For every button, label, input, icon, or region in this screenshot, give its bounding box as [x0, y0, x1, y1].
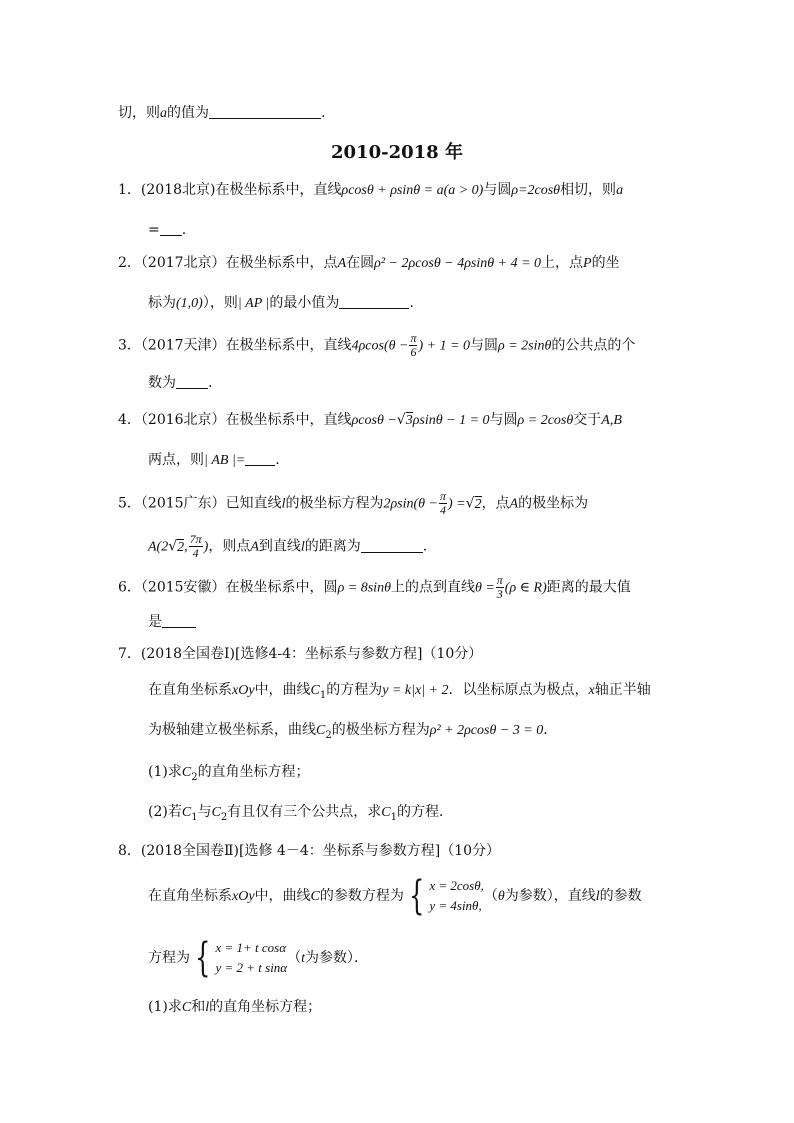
q8-s1c: 的直角坐标方程； — [209, 999, 322, 1015]
q5-var-a: A — [509, 496, 519, 512]
q8-sys2a: x = 1+ t cosα — [215, 940, 287, 955]
q5-sqrt: 2 — [474, 496, 482, 512]
q7-p1b: 中，曲线 — [254, 682, 311, 698]
q1-eq-sign: = — [148, 222, 160, 238]
q1-line1 — [118, 180, 623, 201]
q8-system-2 — [215, 938, 287, 978]
q1-tail: 相切，则 — [560, 182, 617, 198]
q5-line2: A(2√2, $\frac{7\pi}{4}$ )，则点A到直线l的距离为 . — [148, 532, 428, 560]
q4-end: . — [275, 452, 280, 468]
q2-text: 在极坐标系中，点 — [225, 255, 338, 271]
q7-s2-c1: C — [181, 805, 192, 820]
q8-t: t — [301, 951, 306, 966]
q7-s2c: 有且仅有三个公共点，求 — [227, 804, 382, 820]
q2-line1 — [118, 253, 620, 274]
q7-num: 7． — [118, 646, 141, 662]
q7-xoy: xOy — [232, 683, 255, 698]
q1-source: (2018北京) — [140, 182, 216, 198]
q5-eq1a: 2ρsin(θ − — [383, 496, 438, 512]
q6-answer-blank[interactable] — [162, 613, 196, 628]
q5-var-l: l — [281, 496, 286, 512]
q6-eq1: ρ = 8sinθ — [337, 580, 391, 596]
q5-l2-sqrt: 2 — [177, 539, 185, 555]
q5-l2a: A(2 — [148, 539, 169, 555]
q3-end: . — [208, 375, 213, 391]
q8-para1 — [148, 872, 642, 921]
q2-source: （2017北京） — [140, 255, 226, 271]
q1-var: a — [616, 183, 624, 198]
q6-line2-text: 是 — [148, 614, 162, 630]
q5-l2-var-l: l — [300, 539, 305, 555]
q5-text: 已知直线 — [225, 495, 282, 512]
q5-frac-den: 4 — [440, 503, 446, 517]
q8-s1b: 和 — [191, 999, 206, 1015]
q8-p1e: 为参数），直线 — [504, 888, 596, 904]
q2-answer-blank[interactable] — [339, 294, 409, 309]
q8-s1-c: C — [181, 1000, 192, 1015]
q4-points: A,B — [601, 413, 622, 428]
q8-text: [选修 4－4：坐标系与参数方程]（10分） — [239, 843, 501, 859]
q6-frac — [496, 574, 504, 601]
q5-frac — [439, 490, 447, 517]
q2-tail: 上，点 — [541, 255, 584, 271]
q8-p1b: 中，曲线 — [254, 888, 311, 904]
q5-line1: 5．（2015广东）已知直线l的极坐标方程为2ρsin(θ − $\frac{\pi}{4}$ ) =√2，点A的极坐标为 — [118, 489, 589, 517]
q3-answer-blank[interactable] — [176, 374, 208, 389]
q8-header — [118, 841, 500, 861]
q4-mid: 与圆 — [489, 412, 518, 428]
q2-line2 — [148, 293, 414, 314]
q7-text: [选修4-4：坐标系与参数方程]（10分） — [235, 646, 483, 662]
q4-answer-blank[interactable] — [245, 451, 275, 466]
q3-line1 — [118, 332, 635, 359]
q7-c1: C — [310, 683, 320, 698]
q3-mid: 与圆 — [470, 337, 499, 354]
q7-p2a: 为极轴建立极坐标系，曲线 — [148, 722, 316, 738]
q2-line2b: ），则 — [202, 295, 238, 311]
q6-text: 在极坐标系中，圆 — [225, 579, 338, 596]
intro-line — [118, 103, 325, 124]
q2-abs: | AP | — [237, 296, 270, 311]
q5-mid: 的极坐标方程为 — [285, 495, 384, 512]
q4-eq1a: ρcosθ − — [351, 413, 397, 428]
q7-p1d: ．以坐标原点为极点， — [448, 682, 589, 698]
q7-p2c: ． — [543, 722, 558, 738]
q3-eq1a: 4ρcos(θ − — [351, 338, 409, 354]
q6-tail: 距离的最大值 — [546, 579, 631, 596]
intro-tail: 的值为 — [167, 105, 209, 121]
q5-source: （2015广东） — [140, 495, 226, 512]
q8-brace-2: { — [195, 935, 211, 981]
q3-num: 3． — [118, 337, 141, 354]
q5-end: . — [422, 538, 428, 555]
q5-l2-frac — [189, 533, 203, 560]
q1-text: 在极坐标系中，直线 — [215, 182, 342, 198]
q8-system-1 — [429, 876, 484, 916]
q2-var-a: A — [337, 256, 347, 271]
q2-end: . — [409, 295, 414, 311]
q5-l2b: , — [184, 539, 188, 555]
intro-end: . — [321, 105, 326, 121]
q7-s1b: 的直角坐标方程； — [197, 764, 310, 780]
q7-p1e: 轴正半轴 — [594, 682, 651, 698]
q8-p2c: 为参数）． — [305, 950, 369, 966]
q3-frac — [409, 332, 417, 359]
q7-s2d: 的方程． — [397, 804, 453, 820]
q5-frac-num: π — [440, 489, 447, 503]
q7-s1-c2: C — [181, 765, 192, 780]
q5-tail2: 的极坐标为 — [518, 495, 589, 512]
q3-frac-den: 6 — [410, 345, 417, 359]
q3-tail: 的公共点的个 — [551, 337, 636, 354]
q4-line2 — [148, 450, 280, 471]
q2-coord: (1,0) — [176, 296, 203, 311]
q6-eq2b: (ρ ∈ R) — [504, 580, 547, 596]
q5-num: 5． — [118, 495, 141, 512]
q6-num: 6． — [118, 579, 141, 596]
q4-abs: | AB |= — [204, 453, 246, 468]
q7-para2: 为极轴建立极坐标系，曲线$C_2$的极坐标方程为ρ² + 2ρcosθ − 3 = 0． — [148, 722, 558, 741]
q1-num: 1． — [118, 182, 141, 198]
q6-frac-den: 3 — [496, 587, 503, 601]
q8-source: (2018全国卷Ⅱ) — [140, 843, 239, 859]
q8-sys2b: y = 2 + t sinα — [215, 960, 288, 975]
q7-s2-c2: C — [211, 805, 221, 820]
q7-header — [118, 644, 482, 664]
q3-eq2: ρ = 2sinθ — [498, 338, 552, 354]
intro-var: a — [160, 106, 167, 121]
q3-line2-text: 数为 — [148, 375, 176, 391]
q3-eq1b: ) + 1 = 0 — [418, 338, 471, 354]
q3-line2 — [148, 373, 212, 393]
q6-source: （2015安徽） — [140, 579, 226, 596]
q5-line2b: 到直线 — [258, 538, 301, 555]
answer-blank[interactable] — [209, 104, 321, 119]
q4-tail: 交于 — [573, 412, 602, 428]
q5-line2-text: ，则点 — [208, 538, 251, 555]
q7-eq2: ρ² + 2ρcosθ − 3 = 0 — [429, 723, 544, 738]
q8-num: 8． — [118, 843, 141, 859]
q2-mid: 在圆 — [346, 255, 375, 271]
q5-l2-frac-den: 4 — [192, 546, 199, 560]
q7-p1c: 的方程为 — [326, 682, 383, 698]
q7-para1: 在直角坐标系xOy中，曲线$C_1$的方程为y = k|x| + 2．以坐标原点为极点，x轴正半轴 — [148, 682, 651, 701]
q4-eq1b: ρsinθ − 1 = 0 — [412, 413, 490, 428]
q2-tail2: 的坐 — [591, 255, 620, 271]
q4-source: （2016北京） — [140, 412, 226, 428]
q7-p1a: 在直角坐标系 — [148, 682, 232, 698]
q5-eq1b: ) = — [448, 496, 466, 512]
q7-source: (2018全国卷Ⅰ) — [140, 646, 236, 662]
q7-s1a: (1)求 — [148, 764, 182, 780]
q7-x: x — [588, 683, 595, 698]
q1-answer-blank[interactable] — [160, 221, 182, 236]
q8-c: C — [310, 889, 320, 904]
q4-sqrt: 3 — [405, 413, 413, 428]
q8-l: l — [595, 889, 600, 904]
q8-p1d: （ — [483, 888, 498, 904]
q1-line2 — [148, 220, 186, 240]
q6-line1 — [118, 574, 631, 601]
q5-tail: ，点 — [481, 495, 510, 512]
q8-s1-l: l — [205, 1000, 210, 1015]
q8-s1a: (1)求 — [148, 999, 182, 1015]
q2-num: 2． — [118, 255, 141, 271]
q5-line2c: 的距离为 — [304, 538, 361, 555]
q5-l2-var-a: A — [250, 539, 259, 555]
q8-xoy: xOy — [232, 889, 255, 904]
q8-sys1a: x = 2cosθ, — [429, 878, 484, 893]
q2-line2c: 的最小值为 — [269, 295, 340, 311]
q8-brace-1: { — [408, 873, 425, 919]
q7-sub1: (1)求$C_2$的直角坐标方程； — [148, 764, 310, 783]
q6-mid: 上的点到直线 — [390, 579, 475, 596]
q1-end: . — [181, 222, 187, 238]
q8-p2b: （ — [287, 950, 302, 966]
section-title: 2010-2018 年 — [331, 142, 463, 163]
q7-s2-c1b: C — [381, 805, 391, 820]
q1-mid: 与圆 — [483, 182, 512, 198]
q3-source: （2017天津） — [140, 337, 226, 354]
q6-eq2a: θ = — [474, 580, 495, 596]
q8-p1c: 的参数方程为 — [319, 888, 404, 904]
q4-line2-text: 两点，则 — [148, 452, 204, 468]
q7-s2b: 与 — [197, 804, 212, 820]
q8-para2 — [148, 934, 368, 983]
q7-s2a: (2)若 — [148, 804, 182, 820]
q8-p1f: 的参数 — [599, 888, 642, 904]
q8-p2a: 方程为 — [148, 950, 190, 966]
q5-l2-frac-num: 7π — [189, 532, 202, 546]
q6-frac-num: π — [496, 573, 503, 587]
q1-eq1: ρcosθ + ρsinθ = a(a > 0) — [341, 183, 484, 198]
q7-c2: C — [316, 723, 326, 738]
q4-text: 在极坐标系中，直线 — [225, 412, 352, 428]
q7-eq1: y = k|x| + 2 — [382, 683, 449, 698]
q8-sub1 — [148, 997, 321, 1018]
q3-frac-num: π — [410, 331, 417, 345]
q2-line2-text: 标为 — [148, 295, 176, 311]
q4-eq2: ρ = 2cosθ — [517, 413, 574, 428]
q6-line2 — [148, 612, 196, 632]
intro-text: 切，则 — [118, 105, 160, 121]
q2-var-p: P — [583, 256, 592, 271]
q2-eq: ρ² − 2ρcosθ − 4ρsinθ + 4 = 0 — [374, 256, 542, 271]
q3-text: 在极坐标系中，直线 — [225, 337, 352, 354]
q8-theta: θ — [497, 889, 505, 904]
q7-p2b: 的极坐标方程为 — [331, 722, 430, 738]
q8-sys1b: y = 4sinθ, — [429, 898, 482, 913]
q4-line1: 4．（2016北京）在极坐标系中，直线ρcosθ −√3ρsinθ − 1 = 0与圆ρ = 2cosθ交于A,B — [118, 412, 622, 428]
q5-answer-blank[interactable] — [361, 538, 423, 553]
q4-num: 4． — [118, 412, 141, 428]
q5-l2c: ) — [203, 539, 209, 555]
q1-eq2: ρ=2cosθ — [511, 183, 561, 198]
q7-sub2: (2)若$C_1$与$C_2$有且仅有三个公共点，求$C_1$的方程． — [148, 804, 453, 823]
q8-p1a: 在直角坐标系 — [148, 888, 232, 904]
